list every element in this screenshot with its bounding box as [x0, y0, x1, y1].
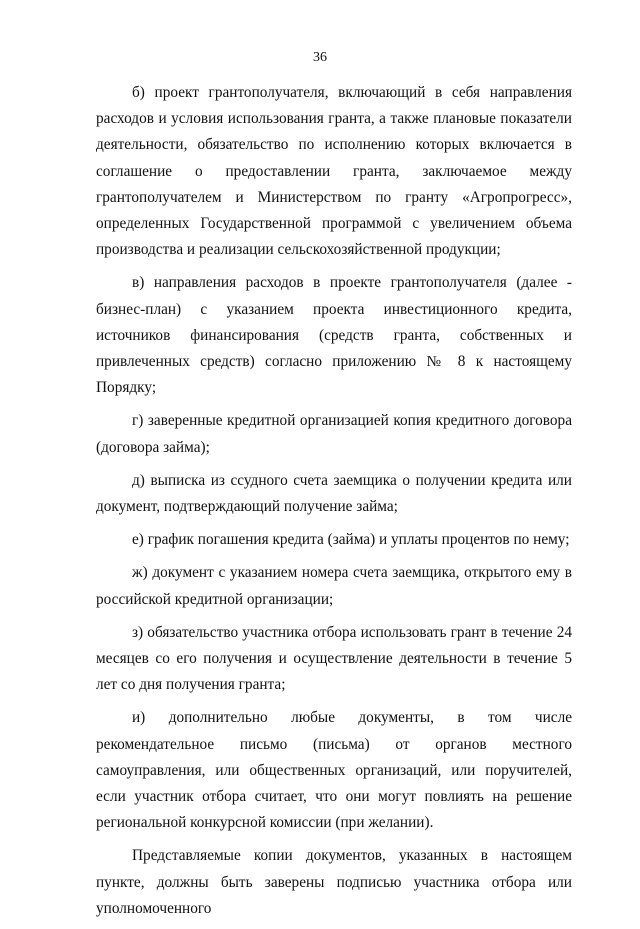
- paragraph-b: б) проект грантополучателя, включающий в себя направления расходов и условия использования гранта, а также плановые показатели деятельности, обязательство по исполнению которых включается в соглашение о предоставлении гранта, заключаемое между грантополучателем и Министерством по гранту «Агропрогресс», определенных Государственной программой с увеличением объема производства и реализации сельскохозяйственной продукции;: [96, 84, 572, 259]
- paragraph-z: з) обязательство участника отбора использовать грант в течение 24 месяцев со его получения и осуществление деятельности в течение 5 лет со дня получения гранта;: [96, 623, 572, 694]
- paragraph-v: в) направления расходов в проекте грантополучателя (далее - бизнес-план) с указанием проекта инвестиционного кредита, источников финансирования (средств гранта, собственных и привлеченных средств) согласно приложению № 8 к настоящему Порядку;: [96, 274, 572, 397]
- page-number: 36: [313, 50, 327, 65]
- paragraph-e: е) график погашения кредита (займа) и уплаты процентов по нему;: [132, 531, 570, 549]
- paragraph-d: д) выписка из ссудного счета заемщика о получении кредита или документ, подтверждающий получение займа;: [96, 471, 572, 516]
- paragraph-zh: ж) документ с указанием номера счета заемщика, открытого ему в российской кредитной организации;: [96, 564, 572, 608]
- paragraph-copies-note: Представляемые копии документов, указанных в настоящем пункте, должны быть заверены подписью участника отбора или уполномоченного: [96, 847, 572, 917]
- paragraph-i: и) дополнительно любые документы, в том числе рекомендательное письмо (письма) от органов местного самоуправления, или общественных организаций, или поручителей, если участник отбора считает, что они могут повлиять на решение региональной конкурсной комиссии (при желании).: [96, 709, 572, 832]
- document-body: [96, 80, 572, 929]
- paragraph-g: г) заверенные кредитной организацией копия кредитного договора (договора займа);: [96, 412, 572, 456]
